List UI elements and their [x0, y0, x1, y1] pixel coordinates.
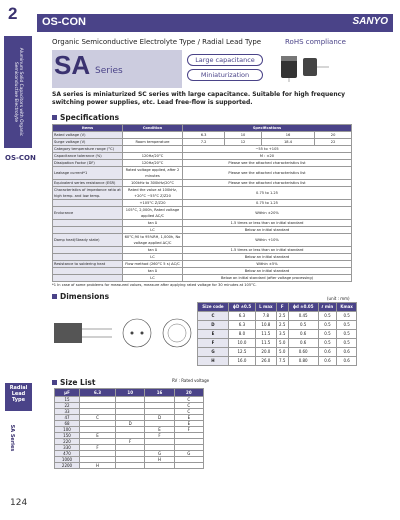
dim-cell: 16.0: [228, 357, 255, 366]
size-cell: E: [174, 415, 203, 421]
spec-header-specifications: Specifications: [183, 125, 352, 132]
dim-cell: 20.0: [255, 348, 276, 357]
dim-cell: 0.45: [288, 312, 318, 321]
dim-cell: 0.6: [318, 348, 337, 357]
dim-cell: 2.5: [276, 321, 288, 330]
dim-cell: G: [198, 348, 229, 357]
spec-value: 6.3: [183, 132, 225, 139]
spec-value: Within +10%: [183, 234, 352, 247]
size-header: μF: [55, 389, 80, 397]
size-cell: F: [116, 439, 145, 445]
spec-value: Please see the attached characteristics list: [183, 167, 352, 180]
spec-item: Resistance to soldering heat: [53, 261, 123, 268]
specifications-table: [52, 124, 352, 282]
chapter-number: 2: [8, 4, 18, 23]
spec-condition: +105°C Z/Z20: [123, 200, 183, 207]
dim-cell: 0.5: [318, 339, 337, 348]
spec-item: [53, 220, 123, 227]
spec-item: [53, 268, 123, 275]
sidebar-series: SA Series: [9, 424, 15, 452]
dim-cell: 0.6: [337, 348, 357, 357]
size-cell: F: [174, 427, 203, 433]
spec-item: Equivalent series resistance (ESR): [53, 180, 123, 187]
dim-cell: 0.60: [288, 348, 318, 357]
dim-cell: 5.0: [276, 339, 288, 348]
spec-row: [53, 180, 352, 187]
size-header: 20: [174, 389, 203, 397]
size-cell: E: [80, 433, 116, 439]
section-bullet-icon: [52, 294, 57, 299]
spec-condition: LC: [123, 275, 183, 282]
spec-item: Dissipation Factor (DF): [53, 160, 123, 167]
spec-item: [53, 200, 123, 207]
section-bullet-icon: [52, 115, 57, 120]
subtitle: Organic Semiconductive Electrolyte Type / Radial Lead Type: [52, 38, 262, 46]
size-cell: 100: [55, 427, 80, 433]
spec-value: Below an initial standard: [183, 268, 352, 275]
spec-row: [53, 200, 352, 207]
size-cell: C: [174, 397, 203, 403]
dim-cell: 0.5: [318, 321, 337, 330]
sidebar-tab[interactable]: Radial Lead Type: [5, 383, 32, 411]
size-cell: F: [80, 445, 116, 451]
spec-condition: tan δ: [123, 247, 183, 254]
page-number: 124: [10, 498, 28, 508]
spec-value: 0.75 to 1.25: [183, 187, 352, 200]
size-cell: 1000: [55, 457, 80, 463]
spec-value: 12: [225, 139, 262, 146]
size-cell: 33: [55, 409, 80, 415]
spec-value: 0.75 to 1.25: [183, 200, 352, 207]
feature-miniaturization: Miniaturization: [187, 69, 263, 81]
size-cell: 47: [55, 415, 80, 421]
dim-cell: 0.80: [288, 357, 318, 366]
spec-item: Characteristics of impedance ratio at high temp. and low temp.: [54, 188, 121, 198]
dim-cell: 8.0: [228, 330, 255, 339]
spec-row: [53, 139, 352, 146]
series-name: SA: [54, 50, 91, 80]
spec-value: 20: [315, 132, 352, 139]
dim-header: L max: [255, 303, 276, 312]
size-cell: [116, 463, 145, 469]
spec-condition: [123, 146, 183, 153]
spec-value: −55 to +105: [183, 146, 352, 153]
dim-cell: C: [198, 312, 229, 321]
dim-cell: E: [198, 330, 229, 339]
spec-row: [53, 220, 352, 227]
spec-item: Damp heat(Steady state): [53, 234, 123, 247]
series-description: SA series is miniaturized SC series with large capacitance. Suitable for high frequency switching power supplies, etc. Lead free-flow is supported.: [52, 91, 346, 106]
dim-row: [198, 321, 357, 330]
dim-cell: 7.5: [276, 357, 288, 366]
size-cell: 22: [55, 403, 80, 409]
size-cell: G: [174, 451, 203, 457]
dim-row: [198, 348, 357, 357]
spec-condition: Room temperature: [123, 139, 183, 146]
spec-item: [53, 275, 123, 282]
size-cell: [174, 463, 203, 469]
dim-cell: 26.0: [255, 357, 276, 366]
size-cell: [145, 463, 174, 469]
size-cell: 220: [55, 439, 80, 445]
spec-row: [53, 160, 352, 167]
spec-row: [53, 234, 352, 247]
spec-value: Within ±5%: [183, 261, 352, 268]
rohs-label: RoHS compliance: [285, 38, 346, 46]
dim-cell: H: [198, 357, 229, 366]
sidebar-logo: OS-CON: [5, 154, 36, 162]
spec-value: Below an initial standard: [183, 227, 352, 234]
rated-voltage-note: RV : Rated voltage: [172, 378, 210, 383]
spec-row: [53, 261, 352, 268]
size-cell: 68: [55, 421, 80, 427]
size-cell: D: [145, 415, 174, 421]
spec-item: [53, 254, 123, 261]
size-list-heading: Size List: [52, 378, 95, 387]
spec-condition: [123, 132, 183, 139]
manufacturer-logo: SANYO: [352, 16, 388, 27]
dim-row: [198, 357, 357, 366]
dim-cell: 5.0: [276, 348, 288, 357]
spec-row: [53, 254, 352, 261]
spec-row: [53, 247, 352, 254]
dimension-drawing: [52, 305, 212, 360]
spec-value: 1.5 times or less than an initial standard: [183, 247, 352, 254]
dim-cell: 6.3: [228, 312, 255, 321]
size-cell: C: [80, 415, 116, 421]
dim-cell: F: [198, 339, 229, 348]
spec-item: Capacitance tolerance (%): [53, 153, 123, 160]
dim-cell: 0.5: [337, 339, 357, 348]
size-cell: 470: [55, 451, 80, 457]
dim-cell: 10.0: [228, 339, 255, 348]
dim-cell: 11.5: [255, 330, 276, 339]
size-cell: H: [80, 463, 116, 469]
size-row: [55, 463, 204, 469]
spec-value: Within ±20%: [183, 207, 352, 220]
dim-cell: 2.5: [276, 312, 288, 321]
size-cell: G: [145, 451, 174, 457]
spec-condition: 105°C, 2,000h, Rated voltage applied ΔC/C: [123, 207, 183, 220]
dim-cell: 7.8: [255, 312, 276, 321]
spec-row: [53, 132, 352, 139]
dim-cell: 0.6: [318, 357, 337, 366]
spec-item: Endurance: [53, 207, 123, 220]
spec-item: [53, 227, 123, 234]
brand-logo: OS-CON: [42, 16, 86, 28]
dim-cell: 0.5: [337, 321, 357, 330]
size-cell: E: [145, 427, 174, 433]
spec-value: Below an initial standard: [183, 254, 352, 261]
section-bullet-icon: [52, 380, 57, 385]
spec-condition: LC: [123, 227, 183, 234]
unit-note: (unit : mm): [327, 296, 350, 301]
spec-condition: tan δ: [123, 268, 183, 275]
spec-condition: Flow method (260°C 5 s) ΔC/C: [123, 261, 183, 268]
dim-header: ϕd ±0.05: [288, 303, 318, 312]
spec-footnote: *1 In case of some problems for measured values, measure after applying rated voltage for 30 minutes at 105°C.: [52, 283, 257, 287]
dim-cell: 11.5: [255, 339, 276, 348]
spec-condition: Rated the value at 100kHz, +20°C −55°C Z/Z20: [123, 187, 183, 200]
feature-large-capacitance: Large capacitance: [187, 54, 263, 66]
dim-row: [198, 339, 357, 348]
dim-cell: 0.5: [337, 312, 357, 321]
spec-header-condition: Condition: [123, 125, 183, 132]
sidebar: [0, 0, 37, 520]
dimensions-table: [197, 302, 357, 366]
spec-value: M : ±20: [183, 153, 352, 160]
size-cell: D: [116, 421, 145, 427]
dim-row: [198, 312, 357, 321]
dim-cell: 0.5: [318, 330, 337, 339]
dim-header: ℓ min: [318, 303, 337, 312]
spec-value: 16: [261, 132, 314, 139]
dim-cell: 0.6: [288, 339, 318, 348]
dim-header: Kmax: [337, 303, 357, 312]
dim-cell: 10.8: [255, 321, 276, 330]
dim-header: ϕD ±0.5: [228, 303, 255, 312]
spec-item: Rated voltage (V): [53, 132, 123, 139]
capacitor-image: [273, 52, 329, 82]
spec-value: 18.4: [261, 139, 314, 146]
spec-value: Below an initial standard (after voltage processing): [183, 275, 352, 282]
dim-cell: 3.5: [276, 330, 288, 339]
size-header: 10: [116, 389, 145, 397]
size-cell: 330: [55, 445, 80, 451]
spec-value: Please see the attached characteristics list: [183, 160, 352, 167]
size-cell: 2200: [55, 463, 80, 469]
dimensions-heading: Dimensions: [52, 292, 109, 301]
spec-row: [53, 153, 352, 160]
spec-item: Leakage current*1: [53, 167, 123, 180]
sidebar-category: Aluminum Solid Capacitors with Organic Semiconductive Electrolyte: [13, 47, 23, 137]
dim-cell: 0.5: [288, 321, 318, 330]
spec-value: 10: [225, 132, 262, 139]
spec-row: [53, 207, 352, 220]
series-suffix: Series: [95, 66, 123, 76]
dim-row: [198, 330, 357, 339]
spec-row: [53, 167, 352, 180]
spec-condition: LC: [123, 254, 183, 261]
size-cell: C: [174, 403, 203, 409]
dim-cell: 0.5: [337, 330, 357, 339]
spec-condition: Rated voltage applied, after 2 minutes: [123, 167, 183, 180]
spec-item: Category temperature range (°C): [53, 146, 123, 153]
size-cell: E: [174, 421, 203, 427]
size-cell: 15: [55, 397, 80, 403]
specifications-heading: Specifications: [52, 113, 119, 122]
size-cell: C: [174, 409, 203, 415]
dim-cell: 0.6: [288, 330, 318, 339]
dim-cell: 0.5: [318, 312, 337, 321]
dim-cell: 0.6: [337, 357, 357, 366]
spec-row: [53, 268, 352, 275]
dim-header: Size code: [198, 303, 229, 312]
dim-cell: 6.3: [228, 321, 255, 330]
size-cell: H: [145, 457, 174, 463]
spec-condition: 100kHz to 300kHz/20°C: [123, 180, 183, 187]
size-cell: F: [145, 433, 174, 439]
spec-condition: tan δ: [123, 220, 183, 227]
dim-header: F: [276, 303, 288, 312]
spec-item: Surge voltage (V): [53, 139, 123, 146]
dim-cell: D: [198, 321, 229, 330]
header-bar: [37, 14, 393, 32]
spec-value: 22: [315, 139, 352, 146]
spec-condition: 120Hz/20°C: [123, 153, 183, 160]
dim-cell: 12.5: [228, 348, 255, 357]
spec-value: 1.5 times or less than an initial standard: [183, 220, 352, 227]
spec-condition: 60°C,90 to 95%RH, 1,000h, No voltage applied ΔC/C: [123, 234, 183, 247]
size-header: 6.3: [80, 389, 116, 397]
spec-value: 7.2: [183, 139, 225, 146]
spec-condition: 120Hz/20°C: [123, 160, 183, 167]
spec-header-items: Items: [53, 125, 123, 132]
spec-row: [53, 275, 352, 282]
spec-row: [53, 146, 352, 153]
spec-row: [53, 227, 352, 234]
size-cell: 150: [55, 433, 80, 439]
spec-value: Please see the attached characteristics list: [183, 180, 352, 187]
size-header: 16: [145, 389, 174, 397]
spec-item: [53, 247, 123, 254]
spec-row: [53, 187, 352, 200]
size-list-table: [54, 388, 204, 469]
